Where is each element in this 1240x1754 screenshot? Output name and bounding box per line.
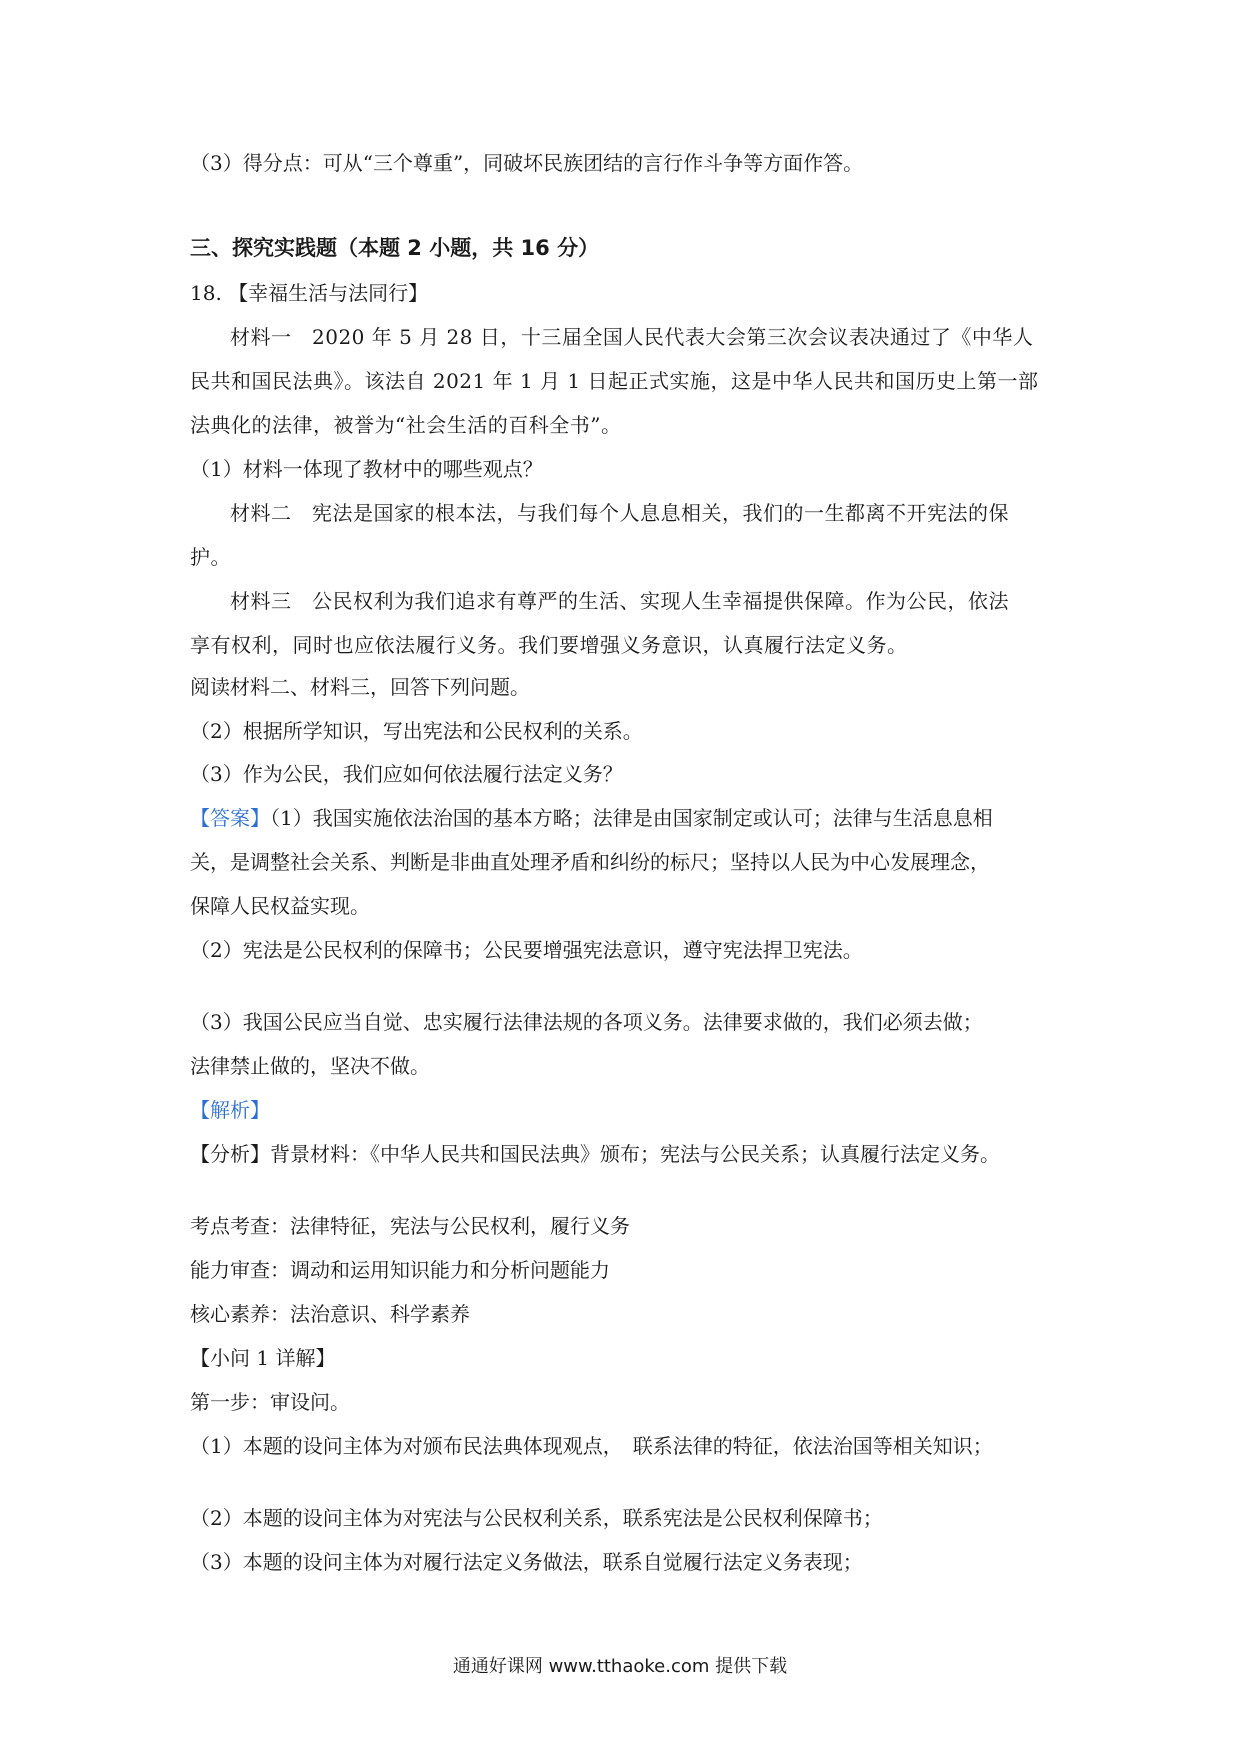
step-1: 第一步：审设问。 [190,1390,350,1414]
kaodian: 考点考查：法律特征，宪法与公民权利，履行义务 [190,1214,630,1238]
sub-2: （2）本题的设问主体为对宪法与公民权利关系，联系宪法是公民权利保障书； [190,1506,883,1530]
answer-1-line-2: 关，是调整社会关系、判断是非曲直处理矛盾和纠纷的标尺；坚持以人民为中心发展理念， [190,850,990,874]
material3-line-2: 享有权利，同时也应依法履行义务。我们要增强义务意识，认真履行法定义务。 [190,633,908,657]
answer-3-line-1: （3）我国公民应当自觉、忠实履行法律法规的各项义务。法律要求做的，我们必须去做； [190,1010,983,1034]
material2-line-2: 护。 [190,545,231,569]
material2-line-1: 材料二 宪法是国家的根本法，与我们每个人息息相关，我们的一生都离不开宪法的保 [230,501,1009,525]
answer-tag: 【答案】 [190,806,270,830]
question-title: 18. 【幸福生活与法同行】 [190,281,429,305]
sub-3: （3）本题的设问主体为对履行法定义务做法，联系自觉履行法定义务表现； [190,1550,863,1574]
nengli: 能力审查：调动和运用知识能力和分析问题能力 [190,1258,610,1282]
material1-line-2: 民共和国民法典》。该法自 2021 年 1 月 1 日起正式实施，这是中华人民共和国历史上第一部 [190,369,1039,393]
sub-1: （1）本题的设问主体为对颁布民法典体现观点， 联系法律的特征，依法治国等相关知识； [190,1434,993,1458]
material1-line-3: 法典化的法律，被誉为“社会生活的百科全书”。 [190,413,622,437]
previous-answer-3: （3）得分点：可从“三个尊重”，同破坏民族团结的言行作斗争等方面作答。 [190,151,864,175]
question-3: （3）作为公民，我们应如何依法履行法定义务？ [190,762,623,786]
answer-1-line-3: 保障人民权益实现。 [190,894,370,918]
material3-line-1: 材料三 公民权利为我们追求有尊严的生活、实现人生幸福提供保障。作为公民，依法 [230,589,1009,613]
answer-1-first: （1）我国实施依法治国的基本方略；法律是由国家制定或认可；法律与生活息息相 [270,806,993,830]
analysis-tag: 【解析】 [190,1098,270,1122]
material1-line-1: 材料一 2020 年 5 月 28 日，十三届全国人民代表大会第三次会议表决通过了《中华人 [230,325,1034,349]
answer-line-1 [190,804,993,832]
section-heading: 三、探究实践题（本题 2 小题，共 16 分） [190,236,600,260]
xiaowen-1: 【小问 1 详解】 [190,1346,336,1370]
suyang: 核心素养：法治意识、科学素养 [190,1302,470,1326]
question-1: （1）材料一体现了教材中的哪些观点？ [190,457,543,481]
analysis-fenxi: 【分析】背景材料：《中华人民共和国民法典》颁布；宪法与公民关系；认真履行法定义务。 [190,1142,1000,1166]
page-footer: 通通好课网 www.tthaoke.com 提供下载 [452,1656,788,1677]
answer-2: （2）宪法是公民权利的保障书；公民要增强宪法意识，遵守宪法捍卫宪法。 [190,938,863,962]
read-instruction: 阅读材料二、材料三，回答下列问题。 [190,675,530,699]
answer-3-line-2: 法律禁止做的，坚决不做。 [190,1054,430,1078]
question-2: （2）根据所学知识，写出宪法和公民权利的关系。 [190,719,643,743]
